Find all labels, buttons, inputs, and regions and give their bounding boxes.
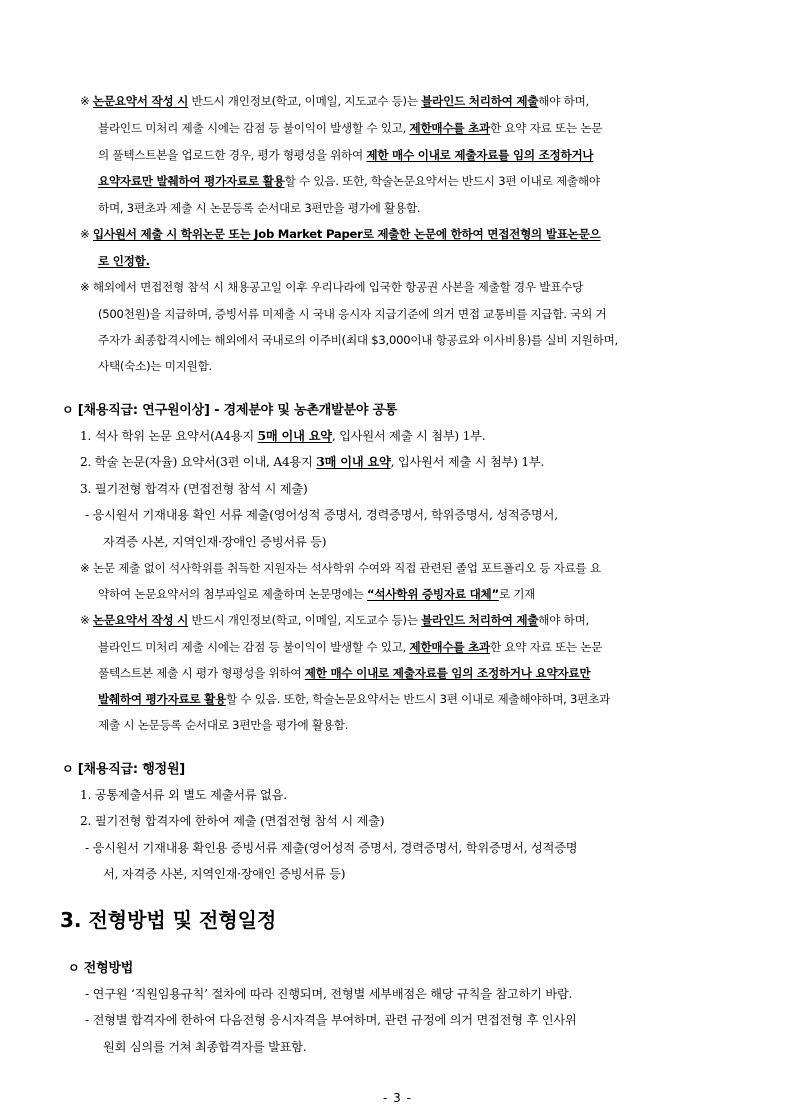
research-dash-2: 자격증 사본, 지역인재·장애인 증빙서류 등): [103, 535, 327, 549]
bullet-ring-icon: ㅇ: [62, 403, 74, 417]
research-item-2: 2. 학술 논문(자율) 요약서(3편 이내, A4용지 3매 이내 요약, 입사원서 제출 시 첨부) 1부.: [80, 455, 545, 469]
research-note-1b: 약하여 논문요약서의 첨부파일로 제출하며 논문명에는 “석사학위 증빙자료 대체”로 기재: [98, 587, 536, 601]
subsection-title-method: ㅇ 전형방법: [68, 961, 134, 976]
research-item-1: 1. 석사 학위 논문 요약서(A4용지 5매 이내 요약, 입사원서 제출 시 첨부) 1부.: [80, 429, 486, 443]
research-note-2d: 발췌하여 평가자료로 활용할 수 있음. 또한, 학술논문요약서는 반드시 3편 이내로 제출해야하며, 3편초과: [98, 692, 610, 706]
method-dash-1: - 연구원 ‘직원임용규칙’ 절차에 따라 진행되며, 전형별 세부배점은 해당 규칙을 참고하기 바람.: [85, 987, 573, 1001]
admin-item-2: 2. 필기전형 합격자에 한하여 제출 (면접전형 참석 시 제출): [80, 814, 385, 828]
note-overseas-line-3: 주자가 최종합격시에는 해외에서 국내로의 이주비(최대 $3,000이내 항공료와 이사비용)를 실비 지원하며,: [98, 333, 618, 347]
research-note-2b: 블라인드 미처리 제출 시에는 감점 등 불이익이 발생할 수 있고, 제한매수를 초과한 요약 자료 또는 논문: [98, 640, 603, 654]
note-blind-line-1: ※ 논문요약서 작성 시 반드시 개인정보(학교, 이메일, 지도교수 등)는 블라인드 처리하여 제출해야 하며,: [80, 94, 589, 108]
method-dash-3: 원회 심의를 거쳐 최종합격자를 발표함.: [103, 1040, 307, 1054]
admin-dash-1: - 응시원서 기재내용 확인용 증빙서류 제출(영어성적 증명서, 경력증명서, 학위증명서, 성적증명: [85, 841, 578, 855]
note-blind-line-3: 의 풀텍스트본을 업로드한 경우, 평가 형평성을 위하여 제한 매수 이내로 제출자료를 임의 조정하거나: [98, 148, 594, 162]
research-item-3: 3. 필기전형 합격자 (면접전형 참석 시 제출): [80, 482, 308, 496]
bullet-ring-icon: ㅇ: [62, 762, 74, 776]
section-3-heading: 3. 전형방법 및 전형일정: [60, 908, 277, 932]
research-note-2c: 풀텍스트본 제출 시 평가 형평성을 위하여 제한 매수 이내로 제출자료를 임의 조정하거나 요약자료만: [98, 666, 591, 680]
admin-item-1: 1. 공통제출서류 외 별도 제출서류 없음.: [80, 788, 287, 802]
research-note-2a: ※ 논문요약서 작성 시 반드시 개인정보(학교, 이메일, 지도교수 등)는 블라인드 처리하여 제출해야 하며,: [80, 613, 589, 627]
note-overseas-line-4: 사택(숙소)는 미지원함.: [98, 359, 212, 373]
method-dash-2: - 전형별 합격자에 한하여 다음전형 응시자격을 부여하며, 관련 규정에 의거 면접전형 후 인사위: [85, 1013, 577, 1027]
research-note-1a: ※ 논문 제출 없이 석사학위를 취득한 지원자는 석사학위 수여와 직접 관련된 졸업 포트폴리오 등 자료를 요: [80, 561, 601, 575]
note-overseas-line-1: ※ 해외에서 면접전형 참석 시 채용공고일 이후 우리나라에 입국한 항공권 사본을 제출할 경우 발표수당: [80, 280, 584, 294]
note-paper-line-1: ※ 입사원서 제출 시 학위논문 또는 Job Market Paper로 제출한 논문에 한하여 면접전형의 발표논문으: [80, 227, 601, 241]
admin-dash-2: 서, 자격증 사본, 지역인재·장애인 증빙서류 등): [103, 867, 346, 881]
page-number: - 3 -: [383, 1091, 412, 1105]
section-title-researcher: ㅇ [채용직급: 연구원이상] - 경제분야 및 농촌개발분야 공통: [62, 403, 398, 418]
note-blind-line-5: 하며, 3편초과 제출 시 논문등록 순서대로 3편만을 평가에 활용함.: [98, 201, 421, 215]
section-title-admin: ㅇ [채용직급: 행정원]: [62, 762, 186, 777]
note-blind-line-4: 요약자료만 발췌하여 평가자료로 활용할 수 있음. 또한, 학술논문요약서는 반드시 3편 이내로 제출해야: [98, 174, 600, 188]
research-note-2e: 제출 시 논문등록 순서대로 3편만을 평가에 활용함.: [98, 718, 349, 732]
note-paper-line-2: 로 인정함.: [98, 254, 150, 268]
note-overseas-line-2: (500천원)을 지급하며, 증빙서류 미제출 시 국내 응시자 지급기준에 의거 면접 교통비를 지급함. 국외 거: [98, 307, 607, 321]
research-dash-1: - 응시원서 기재내용 확인 서류 제출(영어성적 증명서, 경력증명서, 학위증명서, 성적증명서,: [85, 508, 558, 522]
note-blind-line-2: 블라인드 미처리 제출 시에는 감점 등 불이익이 발생할 수 있고, 제한매수를 초과한 요약 자료 또는 논문: [98, 121, 603, 135]
bullet-ring-icon: ㅇ: [68, 961, 80, 975]
